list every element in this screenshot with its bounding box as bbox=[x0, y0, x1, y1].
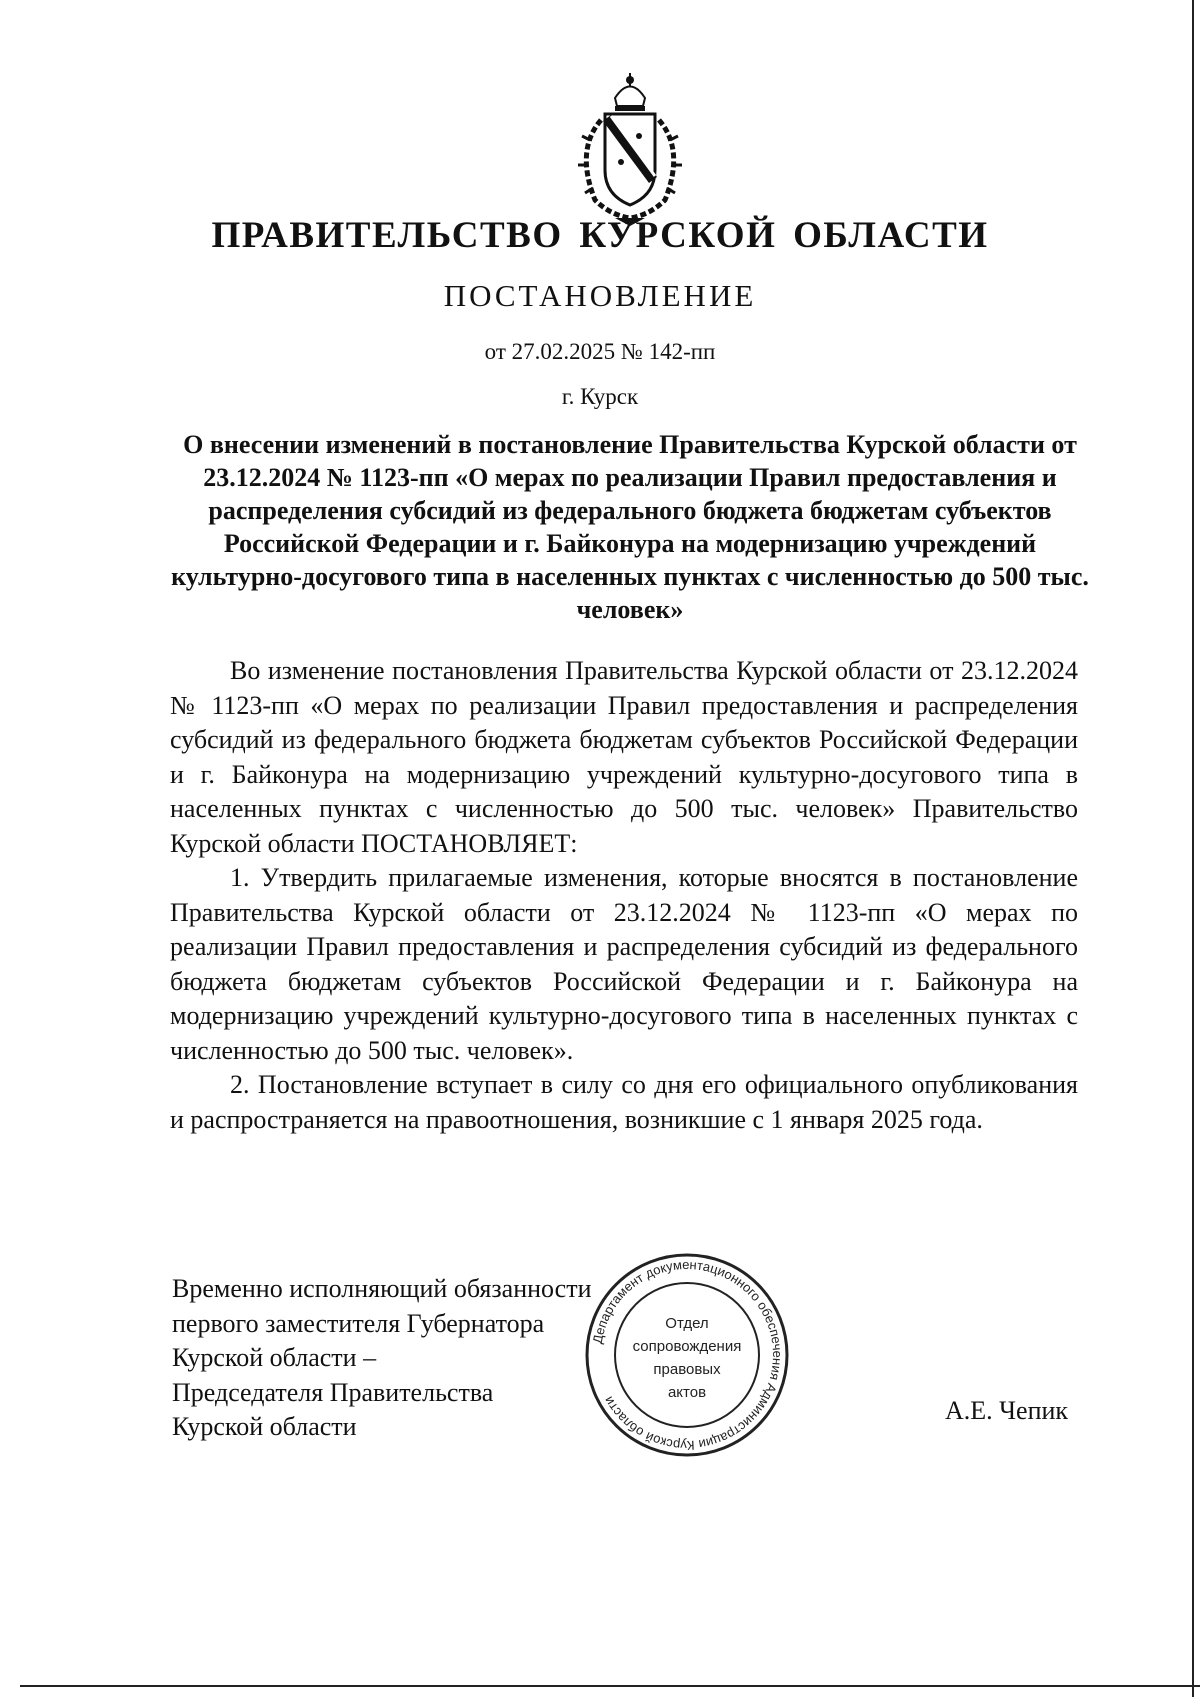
official-stamp bbox=[582, 1250, 792, 1460]
government-title: ПРАВИТЕЛЬСТВО КУРСКОЙ ОБЛАСТИ bbox=[211, 215, 989, 256]
document-body bbox=[170, 654, 1078, 1137]
document-date-number: от 27.02.2025 № 142-пп bbox=[484, 339, 716, 364]
paragraph-item-2: 2. Постановление вступает в силу со дня его официального опубликования и распространяется на правоотношения, возникшие с 1 января 2025 года. bbox=[170, 1070, 1078, 1134]
document-subject: О внесении изменений в постановление Правительства Курской области от 23.12.2024 № 1123-пп «О мерах по реализации Правил предоставления и распределения субсидий из федерального бюджета бюджетам субъектов Российской Федерации и г. Байконура на модернизацию учреждений культурно-досугового типа в населенных пунктах с численностью до 500 тыс. человек» bbox=[171, 430, 1089, 624]
kursk-coat-of-arms-icon bbox=[555, 70, 705, 230]
stamp-inner-line: Отдел bbox=[665, 1315, 709, 1332]
document-city: г. Курск bbox=[561, 384, 639, 409]
paragraph-item-1: 1. Утвердить прилагаемые изменения, которые вносятся в постановление Правительства Курской области от 23.12.2024 № 1123-пп «О мерах по реализации Правил предоставления и распределения субсидий из федерального бюджета бюджетам субъектов Российской Федерации и г. Байконура на модернизацию учреждений культурно-досугового типа в населенных пунктах с численностью до 500 тыс. человек». bbox=[170, 863, 1078, 1065]
signer-name: А.Е. Чепик bbox=[945, 1396, 1069, 1425]
stamp-outer-text: Департамент документационного обеспечения Администрации Курской области bbox=[589, 1256, 786, 1454]
signer-line: Курской области – bbox=[172, 1343, 377, 1372]
signer-block bbox=[172, 1272, 592, 1445]
stamp-inner-line: актов bbox=[667, 1384, 707, 1401]
stamp-inner-line: правовых bbox=[653, 1361, 721, 1378]
stamp-inner-line: сопровождения bbox=[632, 1338, 742, 1355]
paragraph-preamble: Во изменение постановления Правительства Курской области от 23.12.2024 № 1123-пп «О мерах по реализации Правил предоставления и распределения субсидий из федерального бюджета бюджетам субъектов Российской Федерации и г. Байконура на модернизацию учреждений культурно-досугового типа в населенных пунктах с численностью до 500 тыс. человек» Правительство Курской области ПОСТАНОВЛЯЕТ: bbox=[170, 656, 1078, 858]
signer-line: Временно исполняющий обязанности bbox=[172, 1274, 592, 1303]
signer-line: Курской области bbox=[172, 1412, 357, 1441]
signer-line: Председателя Правительства bbox=[172, 1377, 494, 1407]
signer-line: первого заместителя Губернатора bbox=[172, 1308, 545, 1338]
document-type: ПОСТАНОВЛЕНИЕ bbox=[443, 278, 757, 313]
scan-border-bottom bbox=[20, 1685, 1200, 1687]
